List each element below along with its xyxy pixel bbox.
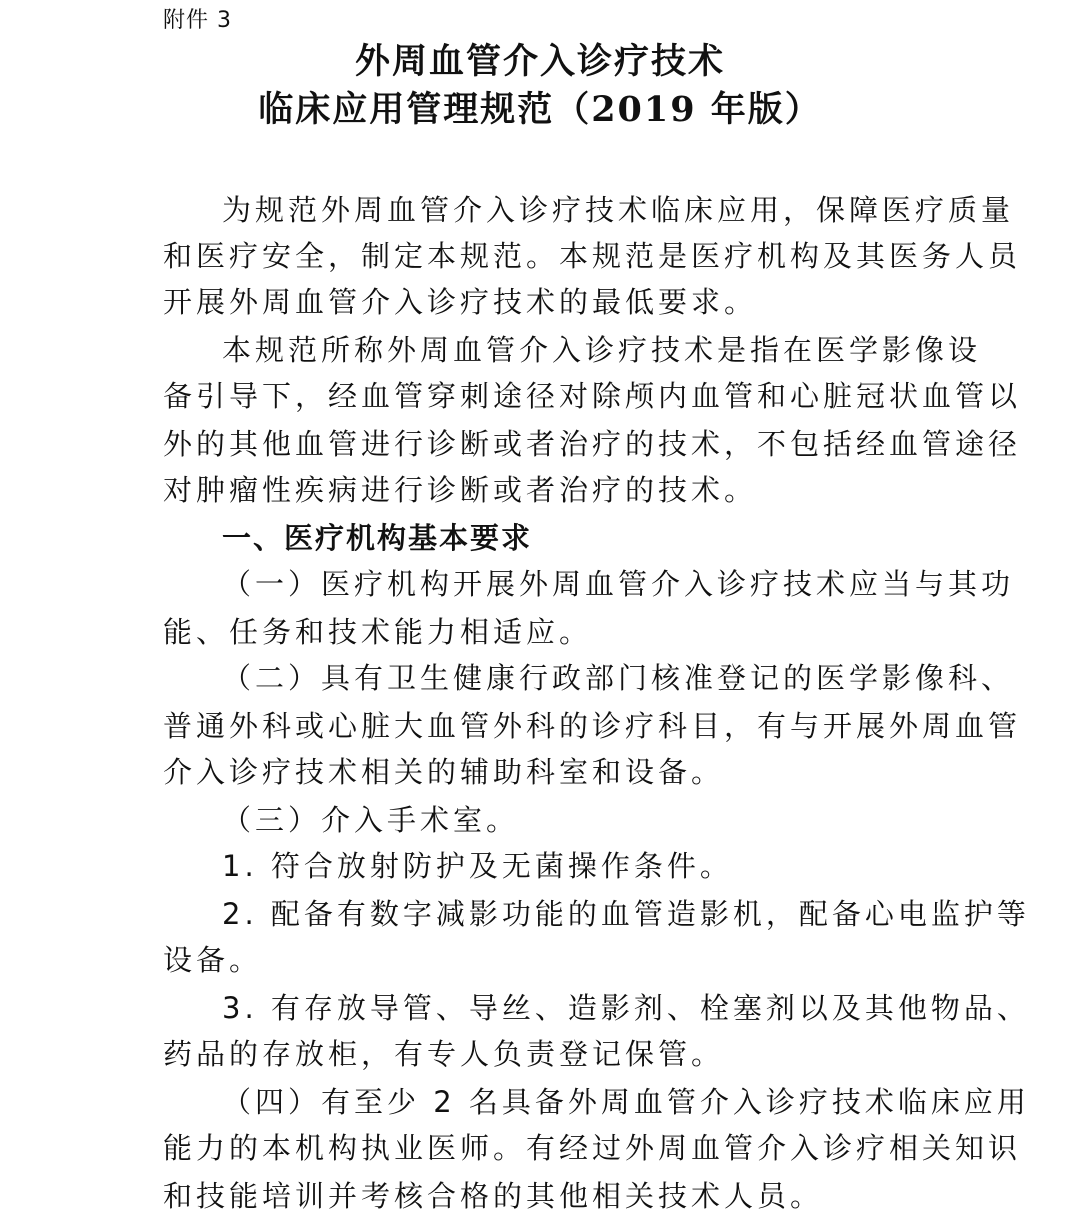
paragraph-line-17: 设备。 (163, 943, 263, 977)
paragraph-line-6: 外的其他血管进行诊断或者治疗的技术，不包括经血管途径 (163, 427, 1022, 461)
paragraph-line-1: 为规范外周血管介入诊疗技术临床应用，保障医疗质量 (222, 193, 1015, 227)
document-title-line-2: 临床应用管理规范（2019 年版） (258, 89, 822, 130)
paragraph-line-9: （一）医疗机构开展外周血管介入诊疗技术应当与其功 (222, 567, 1015, 601)
paragraph-line-3: 开展外周血管介入诊疗技术的最低要求。 (163, 285, 758, 319)
paragraph-line-22: 和技能培训并考核合格的其他相关技术人员。 (163, 1179, 824, 1213)
paragraph-line-11: （二）具有卫生健康行政部门核准登记的医学影像科、 (222, 661, 1015, 695)
paragraph-line-14: （三）介入手术室。 (222, 803, 520, 837)
paragraph-line-5: 备引导下，经血管穿刺途径对除颅内血管和心脏冠状血管以 (163, 379, 1022, 413)
paragraph-line-4: 本规范所称外周血管介入诊疗技术是指在医学影像设 (222, 333, 982, 367)
paragraph-line-16: 2. 配备有数字减影功能的血管造影机，配备心电监护等 (222, 897, 1030, 931)
paragraph-line-19: 药品的存放柜，有专人负责登记保管。 (163, 1037, 725, 1071)
attachment-label: 附件 3 (163, 8, 232, 33)
paragraph-line-20: （四）有至少 2 名具备外周血管介入诊疗技术临床应用 (222, 1085, 1030, 1119)
section-heading-1: 一、医疗机构基本要求 (222, 521, 533, 555)
paragraph-line-13: 介入诊疗技术相关的辅助科室和设备。 (163, 755, 725, 789)
paragraph-line-10: 能、任务和技术能力相适应。 (163, 615, 593, 649)
paragraph-line-15: 1. 符合放射防护及无菌操作条件。 (222, 849, 733, 883)
document-title-line-1: 外周血管介入诊疗技术 (354, 41, 725, 82)
paragraph-line-7: 对肿瘤性疾病进行诊断或者治疗的技术。 (163, 473, 758, 507)
paragraph-line-18: 3. 有存放导管、导丝、造影剂、栓塞剂以及其他物品、 (222, 991, 1030, 1025)
paragraph-line-12: 普通外科或心脏大血管外科的诊疗科目，有与开展外周血管 (163, 709, 1022, 743)
paragraph-line-2: 和医疗安全，制定本规范。本规范是医疗机构及其医务人员 (163, 239, 1022, 273)
paragraph-line-21: 能力的本机构执业医师。有经过外周血管介入诊疗相关知识 (163, 1131, 1022, 1165)
